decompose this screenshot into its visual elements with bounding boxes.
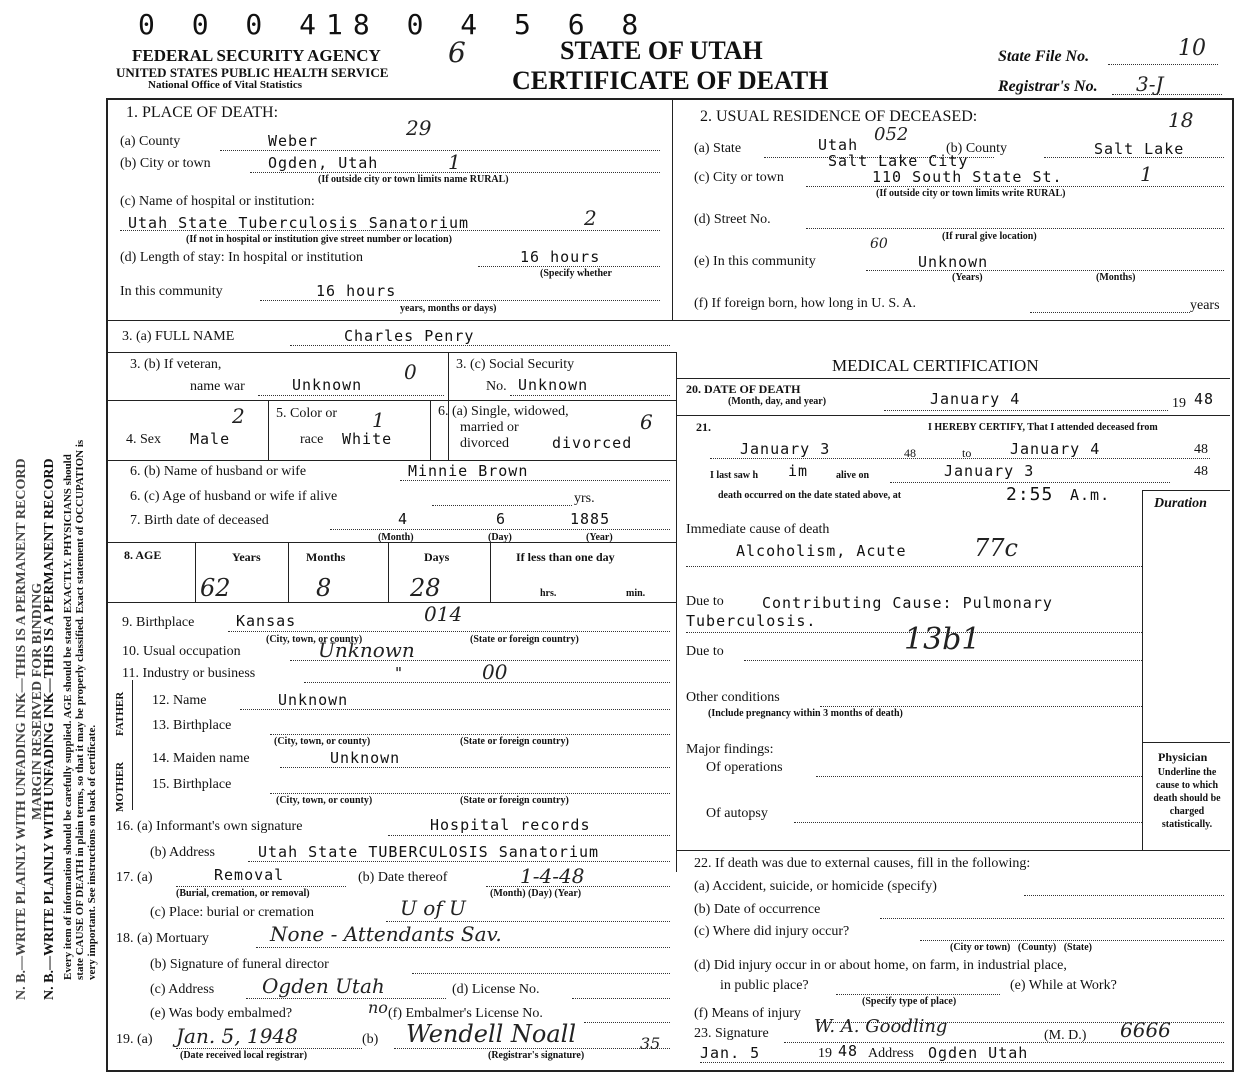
occupation-value: Unknown	[318, 638, 415, 662]
res-city-label: (c) City or town	[694, 170, 784, 185]
operations-label: Of operations	[706, 760, 783, 775]
last-saw-him: im	[788, 462, 809, 480]
res-street-label: (d) Street No.	[694, 212, 771, 227]
res-foreign-label: (f) If foreign born, how long in U. S. A.	[694, 296, 917, 311]
res-city-code: 1	[1140, 162, 1153, 186]
registrar-number-value: 3-J	[1136, 72, 1164, 96]
community-stay-note: years, months or days)	[400, 303, 497, 314]
agency-line-3: National Office of Vital Statistics	[148, 79, 302, 91]
race-label: race	[300, 432, 324, 447]
death-occurred-label: death occurred on the date stated above, at	[718, 490, 902, 501]
community-stay-value: 16 hours	[316, 282, 397, 300]
death-city-note: (If outside city or town limits name RURAL)	[318, 174, 509, 185]
contributing-cause-value: Contributing Cause: Pulmonary	[762, 594, 1053, 612]
death-time-ampm: A.m.	[1070, 486, 1111, 504]
father-birthplace-note-2: (State or foreign country)	[460, 736, 569, 747]
binding-margin-text: N. B.—WRITE PLAINLY WITH UNFADING INK—THIS IS A PERMANENT RECORD	[14, 458, 29, 1000]
certify-text: I HEREBY CERTIFY, That I attended deceased from	[928, 422, 1158, 433]
attended-to-value: January 4	[1010, 440, 1101, 458]
informant-signature-label: 16. (a) Informant's own signature	[116, 819, 303, 834]
hospital-value: Utah State Tuberculosis Sanatorium	[128, 214, 470, 232]
signature-date: Jan. 5	[700, 1044, 761, 1062]
birth-day-note: (Day)	[488, 532, 512, 543]
res-city-note: (If outside city or town limits write RURAL)	[876, 188, 1066, 199]
res-community-label: (e) In this community	[694, 254, 816, 269]
registrar-date-note: (Date received local registrar)	[180, 1050, 308, 1061]
mother-birthplace-label: 15. Birthplace	[152, 777, 232, 792]
res-foreign-years: years	[1190, 298, 1220, 313]
instruction-text-3: state CAUSE OF DEATH in plain terms, so that it may be properly classified. Exact statement of OCCUPATION is	[74, 439, 86, 980]
place-of-death-heading: 1. PLACE OF DEATH:	[126, 104, 279, 121]
registrar-19-label: 19. (a)	[116, 1032, 153, 1047]
signature-address-value: Ogden Utah	[928, 1044, 1029, 1062]
burial-date-value: 1-4-48	[520, 864, 585, 888]
dod-year-prefix: 19	[1172, 396, 1186, 411]
certificate-title-state: STATE OF UTAH	[560, 36, 763, 65]
immediate-cause-code: 77c	[974, 534, 1018, 562]
header-mark: 6	[448, 36, 466, 69]
informant-signature-value: Hospital records	[430, 816, 591, 834]
marital-value: divorced	[552, 434, 633, 452]
marital-label-3: divorced	[460, 436, 509, 451]
spouse-age-label: 6. (c) Age of husband or wife if alive	[130, 489, 338, 504]
date-of-death-sublabel: (Month, day, and year)	[728, 396, 827, 407]
res-city-value: Salt Lake City	[828, 152, 969, 170]
veteran-value: Unknown	[292, 376, 363, 394]
last-saw-year: 48	[1194, 464, 1208, 479]
birth-date-label: 7. Birth date of deceased	[130, 513, 269, 528]
mortuary-value: None - Attendants Sav.	[270, 922, 502, 946]
binding-margin-text-2: MARGIN RESERVED FOR BINDING	[30, 582, 45, 820]
agency-line-1: FEDERAL SECURITY AGENCY	[132, 46, 381, 65]
death-city-value: Ogden, Utah	[268, 154, 379, 172]
birthplace-note-2: (State or foreign country)	[470, 634, 579, 645]
veteran-code: 0	[404, 360, 417, 384]
other-conditions-label: Other conditions	[686, 690, 780, 705]
burial-date-label: (b) Date thereof	[358, 870, 448, 885]
res-state-value: Utah	[818, 136, 859, 154]
death-county-value: Weber	[268, 132, 319, 150]
age-years-value: 62	[200, 574, 231, 602]
attended-to-year: 48	[1194, 442, 1208, 457]
hospital-label: (c) Name of hospital or institution:	[120, 194, 315, 209]
due-to-label: Due to	[686, 594, 724, 609]
embalmed-value: no	[368, 998, 388, 1017]
signature-year-prefix: 19	[818, 1046, 832, 1061]
signature-label: 23. Signature	[694, 1026, 769, 1041]
external-d-label: (d) Did injury occur in or about home, on farm, in industrial place,	[694, 958, 1067, 973]
marital-label-2: married or	[460, 420, 519, 435]
birthplace-value: Kansas	[236, 612, 297, 630]
state-file-label: State File No.	[998, 48, 1090, 65]
agency-line-2: UNITED STATES PUBLIC HEALTH SERVICE	[116, 65, 389, 80]
age-months-value: 8	[316, 574, 332, 602]
father-birthplace-label: 13. Birthplace	[152, 718, 232, 733]
attended-from-value: January 3	[740, 440, 831, 458]
external-b-label: (b) Date of occurrence	[694, 902, 821, 917]
funeral-director-label: (b) Signature of funeral director	[150, 957, 329, 972]
burial-date-notes: (Month) (Day) (Year)	[490, 888, 582, 899]
external-e-label: (e) While at Work?	[1010, 978, 1117, 993]
race-code: 1	[372, 408, 385, 432]
birth-month: 4	[398, 510, 409, 528]
registrar-b-label: (b)	[362, 1032, 379, 1047]
external-causes-heading: 22. If death was due to external causes, fill in the following:	[694, 856, 1031, 871]
residence-heading: 2. USUAL RESIDENCE OF DECEASED:	[700, 108, 978, 125]
mother-birthplace-note-2: (State or foreign country)	[460, 795, 569, 806]
death-time-value: 2:55	[1006, 484, 1054, 505]
res-state-code: 052	[874, 124, 909, 145]
spouse-value: Minnie Brown	[408, 462, 529, 480]
due-to-2-code: 13b1	[904, 622, 981, 657]
external-f-label: (f) Means of injury	[694, 1006, 801, 1021]
death-city-code: 1	[448, 150, 461, 174]
informant-address-label: (b) Address	[150, 845, 215, 860]
age-hrs: hrs.	[540, 588, 557, 599]
registrar-signature-note: (Registrar's signature)	[488, 1050, 585, 1061]
mortuary-address-label: (c) Address	[150, 982, 215, 997]
external-c-notes: (City or town) (County) (State)	[950, 942, 1093, 953]
res-county-code: 18	[1168, 108, 1194, 132]
external-d-note: (Specify type of place)	[862, 996, 957, 1007]
signature-code: 6666	[1120, 1018, 1171, 1042]
major-findings-label: Major findings:	[686, 742, 774, 757]
marital-label: 6. (a) Single, widowed,	[438, 404, 569, 419]
contributing-cause-value-2: Tuberculosis.	[686, 612, 817, 630]
registrar-signature: Wendell Noall	[406, 1020, 577, 1048]
external-c-label: (c) Where did injury occur?	[694, 924, 850, 939]
industry-value: "	[394, 664, 405, 682]
stay-note: (Specify whether	[540, 268, 612, 279]
stay-value: 16 hours	[520, 248, 601, 266]
embalmer-license-label: (f) Embalmer's License No.	[388, 1006, 543, 1021]
mother-birthplace-note-1: (City, town, or county)	[276, 795, 373, 806]
duration-label: Duration	[1154, 496, 1207, 511]
sex-value: Male	[190, 430, 231, 448]
last-saw-label: I last saw h	[710, 470, 759, 481]
external-a-label: (a) Accident, suicide, or homicide (specify)	[694, 879, 937, 894]
instruction-text-2: Every item of information should be carefully supplied. AGE should be stated EXACTLY. PHYSICIANS should	[62, 454, 74, 980]
res-months-label: (Months)	[1096, 272, 1136, 283]
burial-value: Removal	[214, 866, 285, 884]
occupation-label: 10. Usual occupation	[122, 644, 241, 659]
age-min: min.	[626, 588, 646, 599]
instruction-text-4: very important. See instructions on back of certificate.	[86, 724, 98, 980]
physician-signature: W. A. Goodling	[814, 1016, 948, 1037]
registrar-number-label: Registrar's No.	[998, 78, 1098, 95]
signature-year: 48	[838, 1042, 859, 1060]
res-community-code: 60	[870, 236, 888, 252]
birthplace-label: 9. Birthplace	[122, 615, 195, 630]
mother-side-label: MOTHER	[114, 761, 126, 812]
informant-address-value: Utah State TUBERCULOSIS Sanatorium	[258, 843, 600, 861]
age-days-col: Days	[424, 550, 450, 564]
death-county-code: 29	[406, 116, 432, 140]
physician-note: Underline the cause to which death should be charged statistically.	[1153, 767, 1221, 830]
state-file-value: 10	[1178, 36, 1206, 61]
external-d-label-2: in public place?	[720, 978, 809, 993]
ssn-label: 3. (c) Social Security	[456, 357, 575, 372]
embalmed-label: (e) Was body embalmed?	[150, 1006, 293, 1021]
res-city-address: 110 South State St.	[872, 168, 1063, 186]
attended-to-label: to	[962, 446, 972, 460]
father-birthplace-note-1: (City, town, or county)	[274, 736, 371, 747]
birth-year: 1885	[570, 510, 611, 528]
age-lessday-col: If less than one day	[516, 550, 615, 564]
industry-label: 11. Industry or business	[122, 666, 256, 681]
immediate-cause-value: Alcoholism, Acute	[736, 542, 907, 560]
veteran-label: 3. (b) If veteran,	[130, 357, 222, 372]
hospital-note: (If not in hospital or institution give street number or location)	[186, 234, 452, 245]
birthplace-code: 014	[424, 602, 463, 626]
certify-number: 21.	[696, 420, 711, 434]
immediate-cause-label: Immediate cause of death	[686, 522, 830, 537]
veteran-war-label: name war	[190, 379, 245, 394]
res-county-value: Salt Lake	[1094, 140, 1185, 158]
res-county-label: (b) County	[946, 141, 1008, 156]
father-name-value: Unknown	[278, 691, 349, 709]
date-of-death-value: January 4	[930, 390, 1021, 408]
death-city-label: (b) City or town	[120, 156, 211, 171]
dod-year: 48	[1194, 390, 1215, 408]
registrar-code: 35	[640, 1034, 661, 1053]
ssn-no-label: No.	[486, 379, 507, 394]
spouse-age-unit: yrs.	[574, 491, 595, 506]
alive-on-label: alive on	[836, 470, 870, 481]
sex-label: 4. Sex	[126, 432, 161, 447]
mortuary-label: 18. (a) Mortuary	[116, 931, 209, 946]
burial-place-label: (c) Place: burial or cremation	[150, 905, 315, 920]
date-of-death-label: 20. DATE OF DEATH	[686, 382, 801, 396]
race-value: White	[342, 430, 393, 448]
other-conditions-note: (Include pregnancy within 3 months of death)	[708, 708, 903, 719]
birth-month-note: (Month)	[378, 532, 414, 543]
certificate-title: CERTIFICATE OF DEATH	[512, 66, 829, 95]
res-state-label: (a) State	[694, 141, 742, 156]
spouse-label: 6. (b) Name of husband or wife	[130, 464, 307, 479]
ssn-value: Unknown	[518, 376, 589, 394]
burial-label: 17. (a)	[116, 870, 153, 885]
birthplace-note-1: (City, town, or county)	[266, 634, 363, 645]
industry-code: 00	[482, 660, 508, 684]
father-name-label: 12. Name	[152, 693, 207, 708]
burial-note: (Burial, cremation, or removal)	[176, 888, 310, 899]
autopsy-label: Of autopsy	[706, 806, 768, 821]
marital-code: 6	[640, 410, 653, 434]
age-months-col: Months	[306, 550, 346, 564]
age-days-value: 28	[410, 574, 441, 602]
mortuary-address-value: Ogden Utah	[262, 974, 385, 998]
hospital-code: 2	[584, 206, 597, 230]
last-saw-value: January 3	[944, 462, 1035, 480]
registrar-date-value: Jan. 5, 1948	[176, 1024, 298, 1048]
physician-note-title: Physician	[1158, 750, 1208, 764]
signature-address-label: Address	[868, 1046, 914, 1061]
full-name-label: 3. (a) FULL NAME	[122, 329, 235, 344]
instruction-text-1: N. B.—WRITE PLAINLY WITH UNFADING INK—THIS IS A PERMANENT RECORD	[42, 458, 57, 1000]
medical-certification-heading: MEDICAL CERTIFICATION	[832, 356, 1039, 375]
due-to-2-label: Due to	[686, 644, 724, 659]
res-community-value: Unknown	[918, 253, 989, 271]
mother-name-value: Unknown	[330, 749, 401, 767]
res-street-note: (If rural give location)	[942, 231, 1037, 242]
serial-number: 0 0 0 418 0 4 5 6 8	[138, 8, 649, 41]
birth-day: 6	[496, 510, 507, 528]
full-name-value: Charles Penry	[344, 327, 475, 345]
age-years-col: Years	[232, 550, 261, 564]
death-county-label: (a) County	[120, 134, 181, 149]
mother-name-label: 14. Maiden name	[152, 751, 250, 766]
birth-year-note: (Year)	[586, 532, 613, 543]
res-years-label: (Years)	[952, 272, 983, 283]
stay-label: (d) Length of stay: In hospital or institution	[120, 250, 364, 265]
community-stay-label: In this community	[120, 284, 223, 299]
attended-from-year: 48	[904, 446, 916, 460]
age-label: 8. AGE	[124, 548, 162, 562]
signature-md: (M. D.)	[1044, 1028, 1087, 1043]
license-label: (d) License No.	[452, 982, 540, 997]
burial-place-value: U of U	[400, 896, 466, 920]
color-label: 5. Color or	[276, 406, 338, 421]
sex-code: 2	[232, 404, 245, 428]
father-side-label: FATHER	[114, 691, 126, 736]
